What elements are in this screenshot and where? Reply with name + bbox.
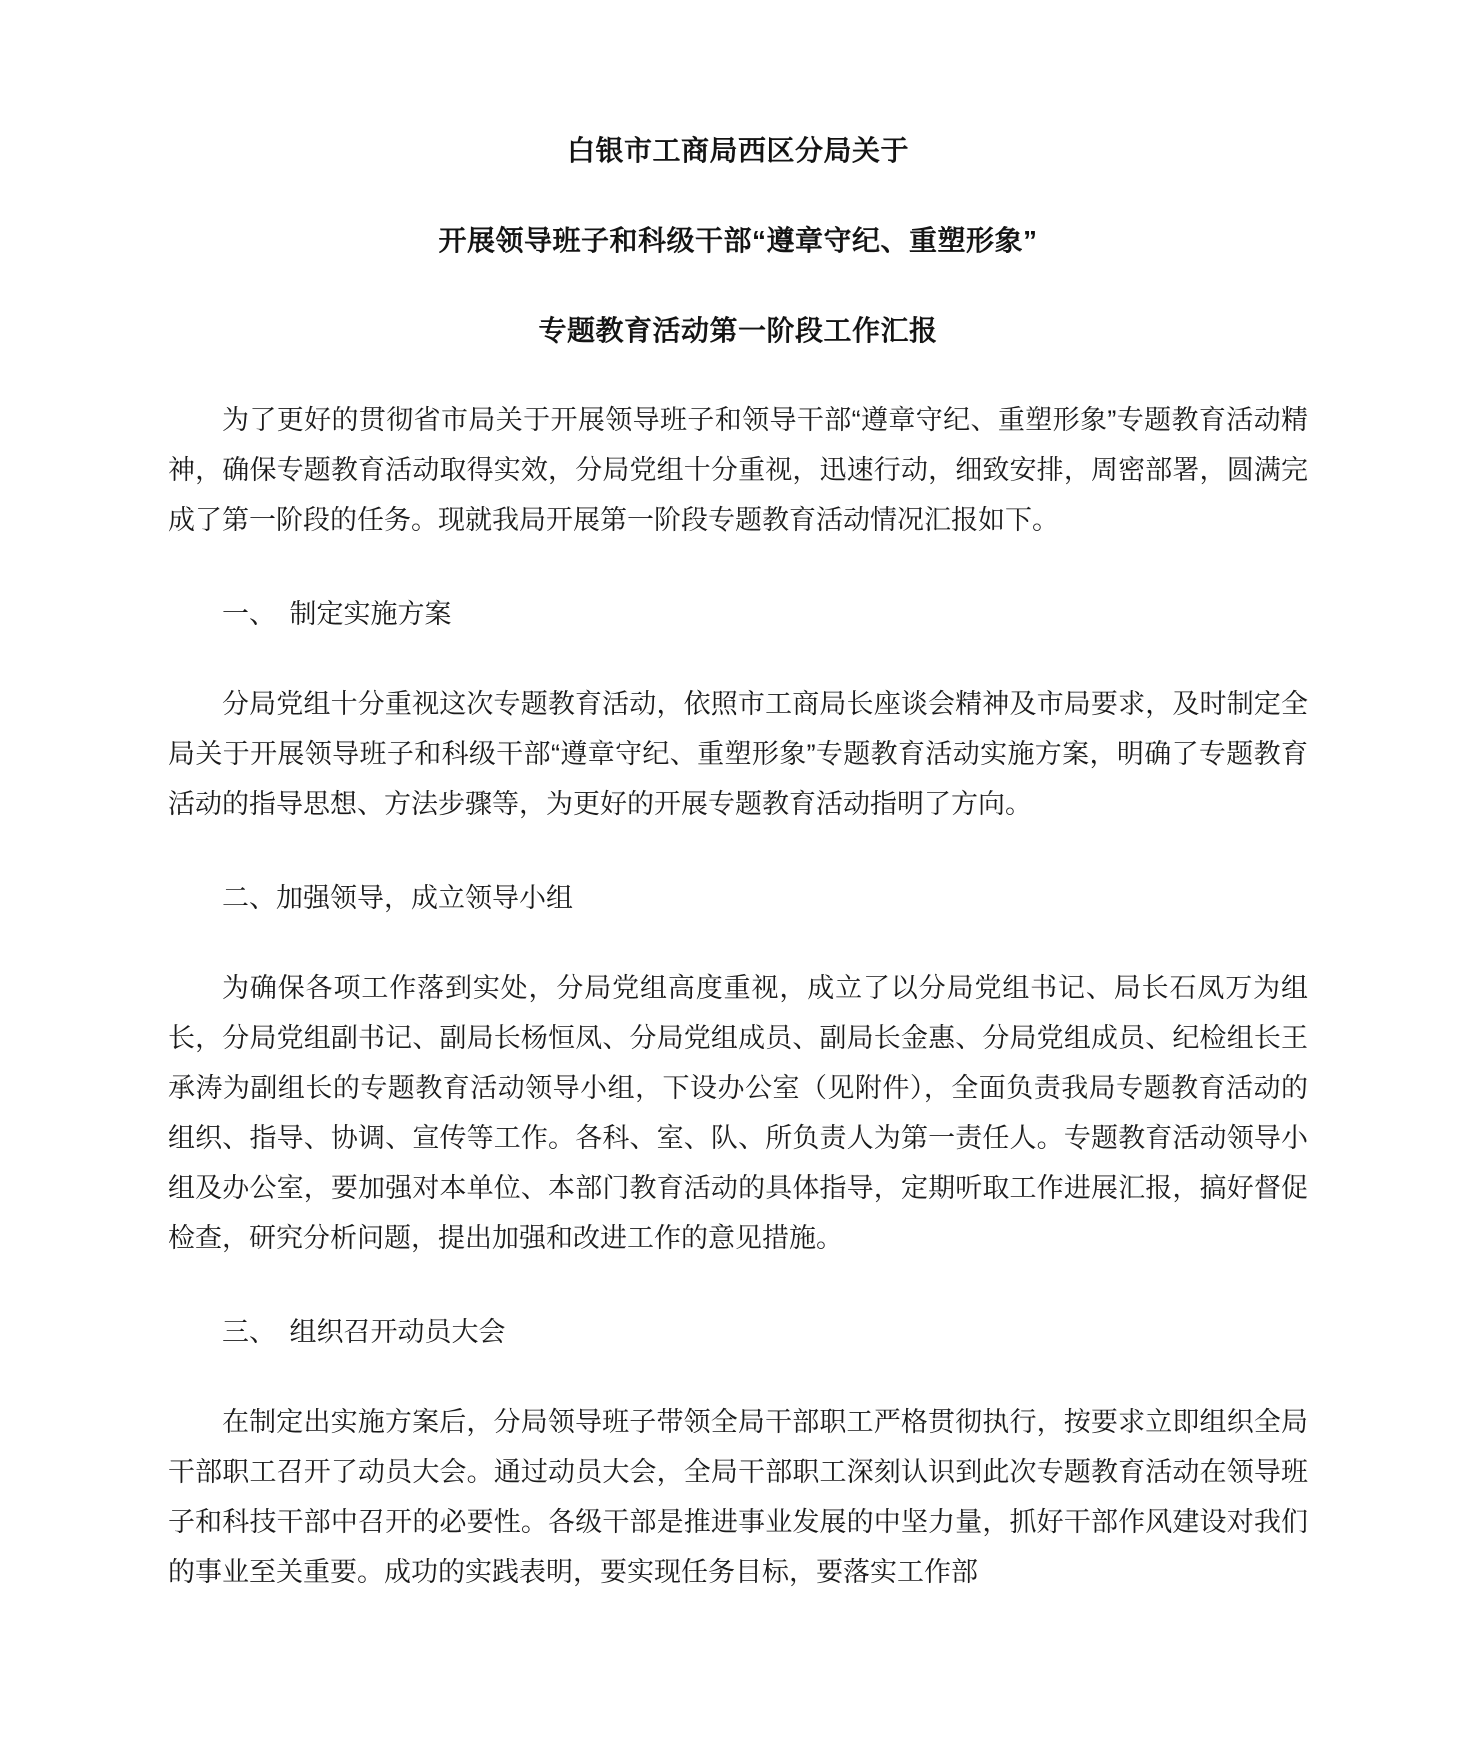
document-title-line-1: 白银市工商局西区分局关于 bbox=[566, 135, 909, 166]
section-paragraph-2: 为确保各项工作落到实处，分局党组高度重视，成立了以分局党组书记、局长石凤万为组长，分局党组副书记、副局长杨恒凤、分局党组成员、副局长金惠、分局党组成员、纪检组长王承涛为副组长的专题教育活动领导小组，下设办公室（见附件），全面负责我局专题教育活动的组织、指导、协调、宣传等工作。各科、室、队、所负责人为第一责任人。专题教育活动领导小组及办公室，要加强对本单位、本部门教育活动的具体指导，定期听取工作进展汇报，搞好督促检查，研究分析问题，提出加强和改进工作的意见措施。 bbox=[168, 973, 1308, 1254]
section-paragraph-1: 分局党组十分重视这次专题教育活动，依照市工商局长座谈会精神及市局要求，及时制定全局关于开展领导班子和科级干部“遵章守纪、重塑形象”专题教育活动实施方案，明确了专题教育活动的指导思想、方法步骤等，为更好的开展专题教育活动指明了方向。 bbox=[168, 689, 1308, 820]
section-heading-1: 一、 制定实施方案 bbox=[222, 599, 452, 630]
section-heading-3: 三、 组织召开动员大会 bbox=[222, 1317, 506, 1348]
section-paragraph-3: 在制定出实施方案后，分局领导班子带领全局干部职工严格贯彻执行，按要求立即组织全局干部职工召开了动员大会。通过动员大会，全局干部职工深刻认识到此次专题教育活动在领导班子和科技干部中召开的必要性。各级干部是推进事业发展的中坚力量，抓好干部作风建设对我们的事业至关重要。成功的实践表明，要实现任务目标，要落实工作部 bbox=[168, 1407, 1308, 1588]
intro-paragraph: 为了更好的贯彻省市局关于开展领导班子和领导干部“遵章守纪、重塑形象”专题教育活动精神，确保专题教育活动取得实效，分局党组十分重视，迅速行动，细致安排，周密部署，圆满完成了第一阶段的任务。现就我局开展第一阶段专题教育活动情况汇报如下。 bbox=[168, 405, 1308, 536]
document-title-line-2: 开展领导班子和科级干部“遵章守纪、重塑形象” bbox=[438, 224, 1038, 256]
document-content bbox=[168, 0, 1308, 1597]
document-title-line-3: 专题教育活动第一阶段工作汇报 bbox=[538, 314, 938, 346]
section-heading-2: 二、加强领导，成立领导小组 bbox=[222, 883, 573, 914]
